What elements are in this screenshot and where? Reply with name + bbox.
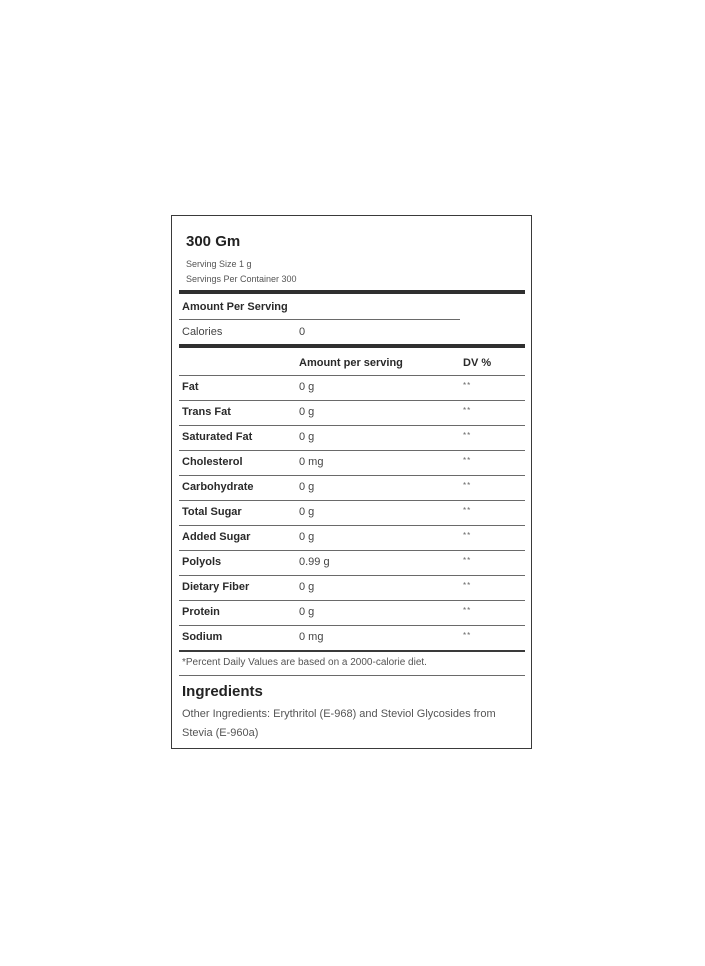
nutrient-name: Carbohydrate (182, 481, 254, 493)
nutrient-amount: 0 g (299, 606, 315, 618)
nutrient-dv: ** (463, 631, 472, 640)
daily-value-footnote: *Percent Daily Values are based on a 2000-calorie diet. (182, 657, 427, 668)
row-divider (179, 425, 525, 426)
amount-per-serving-heading: Amount Per Serving (182, 301, 288, 313)
nutrient-name: Cholesterol (182, 456, 243, 468)
serving-size: Serving Size 1 g (186, 259, 252, 269)
divider-thick (179, 290, 525, 294)
row-divider (179, 450, 525, 451)
nutrient-dv: ** (463, 581, 472, 590)
servings-per-container: Servings Per Container 300 (186, 274, 297, 284)
nutrient-name: Polyols (182, 556, 222, 568)
nutrient-dv: ** (463, 531, 472, 540)
nutrient-name: Total Sugar (182, 506, 242, 518)
nutrition-facts-panel (171, 215, 532, 749)
nutrient-amount: 0.99 g (299, 556, 330, 568)
nutrient-dv: ** (463, 606, 472, 615)
nutrient-amount: 0 g (299, 431, 315, 443)
divider (179, 319, 460, 320)
nutrient-dv: ** (463, 481, 472, 490)
row-divider (179, 500, 525, 501)
nutrient-dv: ** (463, 406, 472, 415)
row-divider (179, 575, 525, 576)
divider (179, 675, 525, 676)
nutrient-amount: 0 mg (299, 631, 324, 643)
nutrient-dv: ** (463, 381, 472, 390)
column-header-dv: DV % (463, 357, 492, 369)
nutrient-dv: ** (463, 556, 472, 565)
nutrient-name: Protein (182, 606, 220, 618)
column-header-amount: Amount per serving (299, 357, 403, 369)
product-title: 300 Gm (186, 233, 241, 250)
nutrient-name: Trans Fat (182, 406, 231, 418)
row-divider (179, 625, 525, 626)
nutrient-name: Added Sugar (182, 531, 251, 543)
ingredients-heading: Ingredients (182, 683, 263, 700)
row-divider (179, 400, 525, 401)
nutrient-amount: 0 g (299, 531, 315, 543)
row-divider (179, 475, 525, 476)
nutrient-name: Fat (182, 381, 199, 393)
row-divider (179, 525, 525, 526)
calories-value: 0 (299, 326, 306, 338)
divider (179, 650, 525, 652)
nutrient-amount: 0 g (299, 506, 315, 518)
divider-thick (179, 344, 525, 348)
ingredients-text: Other Ingredients: Erythritol (E-968) and Steviol Glycosides from Stevia (E-960a) (182, 708, 496, 739)
nutrient-amount: 0 mg (299, 456, 324, 468)
nutrient-name: Sodium (182, 631, 223, 643)
nutrient-name: Dietary Fiber (182, 581, 250, 593)
nutrient-amount: 0 g (299, 406, 315, 418)
nutrient-amount: 0 g (299, 481, 315, 493)
nutrient-amount: 0 g (299, 381, 315, 393)
nutrient-dv: ** (463, 506, 472, 515)
nutrient-amount: 0 g (299, 581, 315, 593)
calories-label: Calories (182, 326, 223, 338)
nutrient-dv: ** (463, 431, 472, 440)
row-divider (179, 600, 525, 601)
nutrient-name: Saturated Fat (182, 431, 253, 443)
row-divider (179, 550, 525, 551)
nutrient-dv: ** (463, 456, 472, 465)
row-divider (179, 375, 525, 376)
